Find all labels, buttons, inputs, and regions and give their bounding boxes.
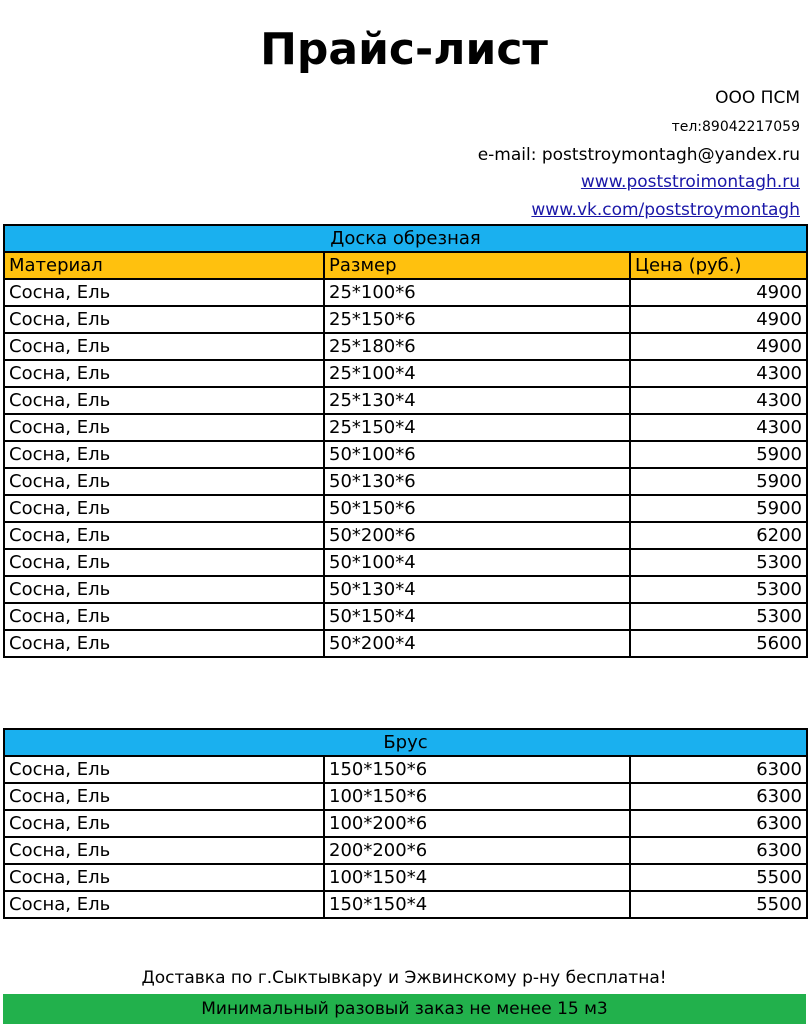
page-title: Прайс-лист — [260, 24, 548, 75]
cell-material: Сосна, Ель — [4, 495, 324, 522]
table-row — [4, 414, 807, 441]
table-row — [4, 756, 807, 783]
cell-material: Сосна, Ель — [4, 279, 324, 306]
cell-size: 200*200*6 — [324, 837, 630, 864]
cell-price: 5600 — [630, 630, 807, 657]
cell-material: Сосна, Ель — [4, 522, 324, 549]
cell-material: Сосна, Ель — [4, 549, 324, 576]
cell-material: Сосна, Ель — [4, 360, 324, 387]
table-row — [4, 783, 807, 810]
table-row — [4, 630, 807, 657]
table-row — [4, 864, 807, 891]
table-row — [4, 549, 807, 576]
table-row — [4, 468, 807, 495]
cell-material: Сосна, Ель — [4, 468, 324, 495]
cell-size: 25*150*6 — [324, 306, 630, 333]
cell-price: 5300 — [630, 549, 807, 576]
cell-size: 150*150*4 — [324, 891, 630, 918]
cell-price: 4300 — [630, 387, 807, 414]
cell-size: 100*150*4 — [324, 864, 630, 891]
email-address: e-mail: poststroymontagh@yandex.ru — [477, 145, 800, 165]
vk-link[interactable]: www.vk.com/poststroymontagh — [531, 200, 800, 220]
table-row — [4, 387, 807, 414]
delivery-note: Доставка по г.Сыктывкару и Эжвинскому р-ну бесплатна! — [141, 968, 667, 988]
cell-size: 25*100*6 — [324, 279, 630, 306]
table-row — [4, 576, 807, 603]
cell-material: Сосна, Ель — [4, 891, 324, 918]
cell-price: 5900 — [630, 495, 807, 522]
table-row — [4, 810, 807, 837]
cell-price: 5300 — [630, 603, 807, 630]
company-name: ООО ПСМ — [715, 88, 800, 108]
column-header-row — [4, 252, 807, 279]
cell-size: 50*150*6 — [324, 495, 630, 522]
table-row — [4, 306, 807, 333]
section-title: Доска обрезная — [4, 225, 807, 252]
section-header-row — [4, 729, 807, 756]
cell-material: Сосна, Ель — [4, 306, 324, 333]
cell-size: 100*200*6 — [324, 810, 630, 837]
cell-price: 4300 — [630, 360, 807, 387]
cell-material: Сосна, Ель — [4, 837, 324, 864]
table-row — [4, 603, 807, 630]
cell-price: 5900 — [630, 468, 807, 495]
table-row — [4, 495, 807, 522]
cell-price: 6300 — [630, 837, 807, 864]
table-row — [4, 441, 807, 468]
min-order-bar: Минимальный разовый заказ не менее 15 м3 — [3, 994, 806, 1024]
cell-material: Сосна, Ель — [4, 576, 324, 603]
section-title: Брус — [4, 729, 807, 756]
cell-size: 50*150*4 — [324, 603, 630, 630]
cell-size: 50*200*6 — [324, 522, 630, 549]
cell-material: Сосна, Ель — [4, 630, 324, 657]
cell-price: 6300 — [630, 783, 807, 810]
cell-price: 4300 — [630, 414, 807, 441]
cell-material: Сосна, Ель — [4, 603, 324, 630]
cell-size: 100*150*6 — [324, 783, 630, 810]
board-price-table — [3, 224, 808, 658]
cell-material: Сосна, Ель — [4, 387, 324, 414]
cell-size: 25*100*4 — [324, 360, 630, 387]
cell-size: 25*130*4 — [324, 387, 630, 414]
section-header-row — [4, 225, 807, 252]
column-header-material: Материал — [4, 252, 324, 279]
phone-number: тел:89042217059 — [671, 119, 800, 135]
cell-price: 4900 — [630, 333, 807, 360]
table-row — [4, 333, 807, 360]
cell-size: 50*200*4 — [324, 630, 630, 657]
cell-size: 50*100*6 — [324, 441, 630, 468]
cell-price: 6300 — [630, 810, 807, 837]
cell-price: 5500 — [630, 864, 807, 891]
cell-material: Сосна, Ель — [4, 441, 324, 468]
cell-material: Сосна, Ель — [4, 810, 324, 837]
cell-material: Сосна, Ель — [4, 414, 324, 441]
cell-size: 50*130*4 — [324, 576, 630, 603]
cell-size: 25*180*6 — [324, 333, 630, 360]
cell-size: 50*130*6 — [324, 468, 630, 495]
table-row — [4, 522, 807, 549]
cell-material: Сосна, Ель — [4, 783, 324, 810]
cell-price: 6300 — [630, 756, 807, 783]
table-row — [4, 360, 807, 387]
website-link[interactable]: www.poststroimontagh.ru — [580, 172, 800, 192]
cell-size: 25*150*4 — [324, 414, 630, 441]
cell-material: Сосна, Ель — [4, 333, 324, 360]
cell-material: Сосна, Ель — [4, 756, 324, 783]
cell-price: 5300 — [630, 576, 807, 603]
cell-price: 5500 — [630, 891, 807, 918]
cell-price: 6200 — [630, 522, 807, 549]
cell-size: 50*100*4 — [324, 549, 630, 576]
cell-price: 5900 — [630, 441, 807, 468]
cell-material: Сосна, Ель — [4, 864, 324, 891]
cell-size: 150*150*6 — [324, 756, 630, 783]
table-row — [4, 891, 807, 918]
column-header-size: Размер — [324, 252, 630, 279]
column-header-price: Цена (руб.) — [630, 252, 807, 279]
cell-price: 4900 — [630, 279, 807, 306]
table-row — [4, 837, 807, 864]
cell-price: 4900 — [630, 306, 807, 333]
table-row — [4, 279, 807, 306]
beam-price-table — [3, 728, 808, 919]
